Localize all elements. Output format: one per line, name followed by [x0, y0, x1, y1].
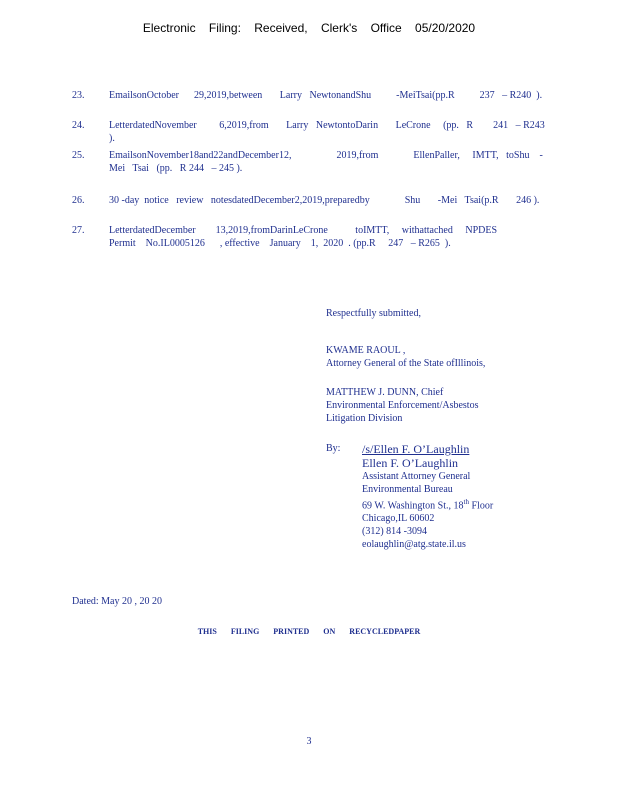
- attorney-general-block: [326, 344, 586, 370]
- signer-bureau: Environmental Bureau: [362, 484, 453, 495]
- item-number: 25.: [72, 150, 85, 161]
- item-number: 24.: [72, 120, 85, 131]
- date-line: Dated: May 20 , 20 20: [72, 596, 162, 607]
- floor-superscript: th: [463, 498, 469, 506]
- recycled-paper-note: THIS FILING PRINTED ON RECYCLEDPAPER: [197, 627, 421, 636]
- street-address: 69 W. Washington St., 18: [362, 500, 464, 512]
- item-text: LetterdatedNovember 6,2019,from Larry NewtontoDarin LeCrone (pp. R 241 – R243 ).: [109, 120, 550, 144]
- email-address: eolaughlin@atg.state.il.us: [362, 539, 466, 551]
- by-label: By:: [326, 443, 341, 454]
- signer-title: Assistant Attorney General: [362, 471, 471, 482]
- address-line-1: [362, 496, 582, 512]
- item-text: EmailsonOctober 29,2019,between Larry NewtonandShu -MeiTsai(pp.R 237 – R240 ).: [109, 90, 543, 101]
- page-number: 3: [306, 736, 312, 747]
- respectfully-submitted: Respectfully submitted,: [326, 308, 421, 319]
- item-number: 27.: [72, 225, 85, 236]
- division-name-line1: Environmental Enforcement/Asbestos: [326, 400, 479, 411]
- phone-number: (312) 814 -3094: [362, 526, 427, 538]
- item-text: EmailsonNovember18and22andDecember12, 2019,from EllenPaller, IMTT, toShu - Mei Tsai (pp. R 244 – 245 ).: [109, 150, 543, 174]
- attorney-general-title: Attorney General of the State ofIllinois,: [326, 358, 486, 369]
- signer-name: Ellen F. O’Laughlin: [362, 456, 459, 470]
- division-chief-block: [326, 386, 586, 425]
- division-name-line2: Litigation Division: [326, 413, 403, 424]
- signature-details: [362, 442, 582, 551]
- item-number: 26.: [72, 195, 85, 206]
- item-text: 30 -day notice review notesdatedDecember2,2019,preparedby Shu -Mei Tsai(p.R 246 ).: [109, 195, 540, 206]
- electronic-signature: /s/Ellen F. O’Laughlin: [362, 442, 470, 456]
- item-text: LetterdatedDecember 13,2019,fromDarinLeCrone toIMTT, withattached NPDES Permit No.IL0005126 , effective January 1, 2020 . (pp.R 247 – R265 ).: [109, 225, 498, 249]
- attorney-general-name: KWAME RAOUL ,: [326, 345, 406, 356]
- item-number: 23.: [72, 90, 85, 101]
- address-line-2: Chicago,IL 60602: [362, 513, 435, 525]
- floor-word: Floor: [468, 500, 494, 512]
- closing-salutation: [326, 307, 586, 320]
- division-chief-name: MATTHEW J. DUNN, Chief: [326, 387, 444, 398]
- filing-stamp: Electronic Filing: Received, Clerk's Office 05/20/2020: [142, 21, 476, 35]
